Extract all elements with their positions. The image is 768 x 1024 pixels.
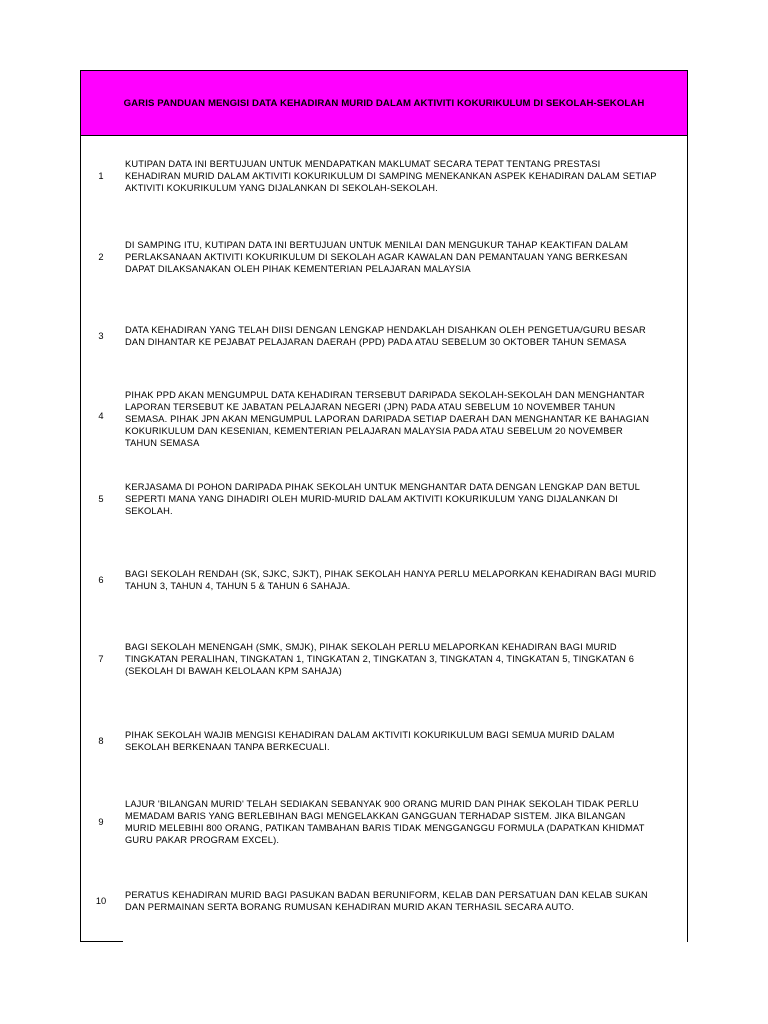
item-text: KERJASAMA DI POHON DARIPADA PIHAK SEKOLAH UNTUK MENGHANTAR DATA DENGAN LENGKAP DAN BETUL SEPERTI MANA YANG DIHADIRI OLEH MURID-MURID DALAM AKTIVITI KOKURIKULUM YANG DIJALANKAN DI SEKOLAH. <box>125 482 640 516</box>
item-number: 2 <box>98 252 104 262</box>
item-number: 10 <box>95 896 107 906</box>
item-text: BAGI SEKOLAH RENDAH (SK, SJKC, SJKT), PIHAK SEKOLAH HANYA PERLU MELAPORKAN KEHADIRAN BAGI MURID TAHUN 3, TAHUN 4, TAHUN 5 & TAHUN 6 SAHAJA. <box>125 569 657 591</box>
item-number: 7 <box>98 654 104 664</box>
item-text: PIHAK SEKOLAH WAJIB MENGISI KEHADIRAN DALAM AKTIVITI KOKURIKULUM BAGI SEMUA MURID DALAM SEKOLAH BERKENAAN TANPA BERKECUALI. <box>125 730 615 752</box>
item-number: 6 <box>98 575 104 585</box>
item-text: PIHAK PPD AKAN MENGUMPUL DATA KEHADIRAN TERSEBUT DARIPADA SEKOLAH-SEKOLAH DAN MENGHANTAR LAPORAN TERSEBUT KE JABATAN PELAJARAN NEGERI (JPN) PADA ATAU SEBELUM 10 NOVEMBER TAHUN SEMASA. PIHAK JPN AKAN MENGUMPUL LAPORAN DARIPADA SETIAP DAERAH DAN MENGHANTAR KE BAHAGIAN KOKURIKULUM DAN KESENIAN, KEMENTERIAN PELAJARAN MALAYSIA PADA ATAU SEBELUM 20 NOVEMBER TAHUN SEMASA <box>125 390 650 448</box>
item-number: 8 <box>98 736 104 746</box>
title-banner <box>81 71 687 136</box>
item-text: PERATUS KEHADIRAN MURID BAGI PASUKAN BADAN BERUNIFORM, KELAB DAN PERSATUAN DAN KELAB SUKAN DAN PERMAINAN SERTA BORANG RUMUSAN KEHADIRAN MURID AKAN TERHASIL SECARA AUTO. <box>125 890 648 912</box>
item-number: 5 <box>98 494 104 504</box>
item-text: DATA KEHADIRAN YANG TELAH DIISI DENGAN LENGKAP HENDAKLAH DISAHKAN OLEH PENGETUA/GURU BESAR DAN DIHANTAR KE PEJABAT PELAJARAN DAERAH (PPD) PADA ATAU SEBELUM 30 OKTOBER TAHUN SEMASA <box>125 325 646 347</box>
guideline-sheet <box>80 70 688 942</box>
item-text: KUTIPAN DATA INI BERTUJUAN UNTUK MENDAPATKAN MAKLUMAT SECARA TEPAT TENTANG PRESTASI KEHADIRAN MURID DALAM AKTIVITI KOKURIKULUM DI SAMPING MENEKANKAN ASPEK KEHADIRAN DALAM SETIAP AKTIVITI KOKURIKULUM YANG DIJALANKAN DI SEKOLAH-SEKOLAH. <box>125 159 657 193</box>
item-text: DI SAMPING ITU, KUTIPAN DATA INI BERTUJUAN UNTUK MENILAI DAN MENGUKUR TAHAP KEAKTIFAN DALAM PERLAKSANAAN AKTIVITI KOKURIKULUM DI SEKOLAH AGAR KAWALAN DAN PEMANTAUAN YANG BERKESAN DAPAT DILAKSANAKAN OLEH PIHAK KEMENTERIAN PELAJARAN MALAYSIA <box>125 240 629 274</box>
item-number: 4 <box>98 411 104 421</box>
item-number: 1 <box>98 171 104 181</box>
bottom-border-segment <box>80 941 123 942</box>
item-number: 3 <box>98 331 104 341</box>
page-title: GARIS PANDUAN MENGISI DATA KEHADIRAN MURID DALAM AKTIVITI KOKURIKULUM DI SEKOLAH-SEKOLAH <box>123 97 645 109</box>
item-text: LAJUR 'BILANGAN MURID' TELAH SEDIAKAN SEBANYAK 900 ORANG MURID DAN PIHAK SEKOLAH TIDAK PERLU MEMADAM BARIS YANG BERLEBIHAN BAGI MENGELAKKAN GANGGUAN TERHADAP SISTEM. JIKA BILANGAN MURID MELEBIHI 800 ORANG, PATIKAN TAMBAHAN BARIS TIDAK MENGGANGGU FORMULA (DAPATKAN KHIDMAT GURU PAKAR PROGRAM EXCEL). <box>125 799 645 845</box>
item-text: BAGI SEKOLAH MENENGAH (SMK, SMJK), PIHAK SEKOLAH PERLU MELAPORKAN KEHADIRAN BAGI MURID TINGKATAN PERALIHAN, TINGKATAN 1, TINGKATAN 2, TINGKATAN 3, TINGKATAN 4, TINGKATAN 5, TINGKATAN 6 (SEKOLAH DI BAWAH KELOLAAN KPM SAHAJA) <box>125 642 635 676</box>
item-number: 9 <box>98 817 104 827</box>
